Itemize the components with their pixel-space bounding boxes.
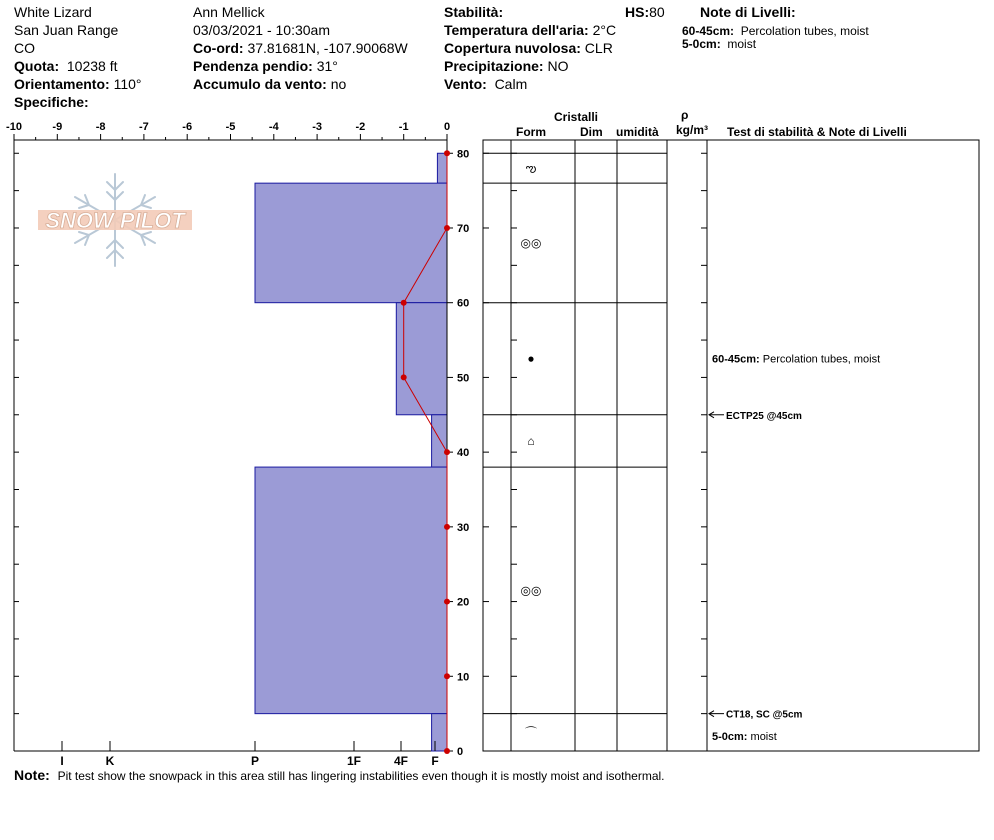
height-tick-label-7: 70 (457, 222, 470, 235)
wind-label: Vento: (444, 76, 487, 92)
temp-tick-label-3: -7 (139, 121, 149, 133)
crystal-form-5: ⌒ (524, 725, 538, 740)
pit-note (14, 766, 665, 784)
density-unit-header: kg/m³ (676, 123, 709, 137)
height-tick-label-2: 20 (457, 596, 470, 609)
hardness-tick-label-3: 1F (346, 754, 362, 768)
size-header: Dim (580, 125, 603, 139)
stability-label: Stabilità: (444, 4, 504, 20)
coord-label: Co-ord: (193, 40, 244, 56)
height-tick-label-0: 0 (457, 746, 464, 758)
range-name: San Juan Range (14, 22, 119, 38)
temperature-point-6 (444, 599, 450, 605)
coord-value: 37.81681N, -107.90068W (247, 40, 408, 56)
observation-datetime: 03/03/2021 - 10:30am (193, 22, 330, 38)
aspect-value: 110° (113, 76, 142, 92)
specifics-label: Specifiche: (14, 94, 89, 110)
temp-tick-label-8: -2 (355, 121, 366, 133)
moisture-header: umidità (616, 125, 659, 139)
form-header: Form (516, 125, 546, 139)
crystals-header: Cristalli (554, 110, 599, 124)
stability-test-label-1: CT18, SC @5cm (726, 709, 803, 721)
location-name: White Lizard (14, 4, 92, 20)
crystal-table-frame (483, 140, 979, 751)
hardness-tick-label-5: F (431, 754, 439, 768)
pit-note-label: Note: (14, 767, 50, 783)
slope-label: Pendenza pendio: (193, 58, 313, 74)
state-name: CO (14, 40, 35, 56)
sky-value: CLR (584, 40, 613, 56)
height-tick-label-3: 30 (457, 521, 470, 534)
precip-value: NO (547, 58, 569, 74)
pit-note-text: Pit test show the snowpack in this area still has lingering instabilities even though it is mostly moist and isothermal. (57, 769, 665, 783)
crystal-form-3: ⌂ (527, 433, 535, 448)
temp-tick-label-9: -1 (398, 121, 409, 133)
hardness-tick-label-2: P (250, 754, 260, 768)
wind-loading-label: Accumulo da vento: (193, 76, 327, 92)
crystal-form-2: ● (527, 351, 535, 366)
hardness-layer-1 (255, 183, 447, 303)
stability-test-label-0: ECTP25 @45cm (726, 410, 802, 422)
temperature-point-7 (444, 673, 450, 679)
layer-comment-0: 60-45cm: Percolation tubes, moist (712, 353, 881, 366)
temp-tick-label-0: -10 (6, 121, 22, 133)
temperature-point-5 (444, 524, 450, 530)
temperature-point-8 (444, 748, 450, 754)
temp-tick-label-2: -8 (95, 121, 106, 133)
temperature-point-2 (401, 300, 407, 306)
height-tick-label-4: 40 (457, 447, 470, 460)
snowpilot-logo (38, 174, 192, 266)
height-tick-label-5: 50 (457, 372, 470, 385)
temperature-point-1 (444, 225, 450, 231)
temp-tick-label-6: -4 (268, 121, 279, 133)
rho-header: ρ (681, 108, 689, 122)
elevation-label: Quota: (14, 58, 60, 74)
logo-text: SNOW PILOT (45, 208, 185, 233)
tests-notes-header: Test di stabilità & Note di Livelli (727, 125, 907, 139)
temp-tick-label-4: -6 (182, 121, 193, 133)
temperature-point-0 (444, 150, 450, 156)
layer-notes-title: Note di Livelli: (700, 4, 796, 20)
hs-label: HS: (625, 4, 650, 20)
layer-note-1-text: Percolation tubes, moist (740, 24, 869, 38)
wind-loading-value: no (330, 76, 347, 92)
crystal-form-1: ◎◎ (520, 235, 542, 250)
height-tick-label-8: 80 (457, 148, 470, 161)
layer-comment-1: 5-0cm: moist (712, 731, 777, 744)
temperature-point-3 (401, 374, 407, 380)
temp-tick-label-10: 0 (443, 121, 451, 133)
hardness-layer-0 (437, 153, 447, 183)
temp-tick-label-5: -5 (225, 121, 236, 133)
hardness-layer-5 (432, 714, 447, 751)
air-temp-label: Temperatura dell'aria: (444, 22, 589, 38)
temp-tick-label-7: -3 (312, 121, 322, 133)
hardness-tick-label-1: K (105, 754, 115, 768)
precip-label: Precipitazione: (444, 58, 544, 74)
slope-value: 31° (316, 58, 338, 74)
air-temp-value: 2°C (592, 22, 617, 38)
hardness-layer-3 (432, 415, 447, 467)
sky-label: Copertura nuvolosa: (444, 40, 581, 56)
hardness-layer-4 (255, 467, 447, 714)
crystal-form-0: ఌ (525, 161, 537, 176)
layer-note-1-range: 60-45cm: (682, 24, 735, 38)
temp-tick-label-1: -9 (52, 121, 63, 133)
hs-value: 80 (649, 4, 665, 20)
layer-note-2-text: moist (727, 37, 757, 51)
height-tick-label-1: 10 (457, 671, 470, 684)
hardness-tick-label-0: I (60, 754, 64, 768)
hardness-tick-label-4: 4F (393, 754, 409, 768)
height-tick-label-6: 60 (457, 297, 470, 310)
elevation-value: 10238 ft (66, 58, 118, 74)
aspect-label: Orientamento: (14, 76, 110, 92)
temperature-point-4 (444, 449, 450, 455)
wind-value: Calm (494, 76, 528, 92)
observer-name: Ann Mellick (193, 4, 265, 20)
crystal-form-4: ◎◎ (520, 583, 542, 598)
layer-note-2-range: 5-0cm: (682, 37, 721, 51)
